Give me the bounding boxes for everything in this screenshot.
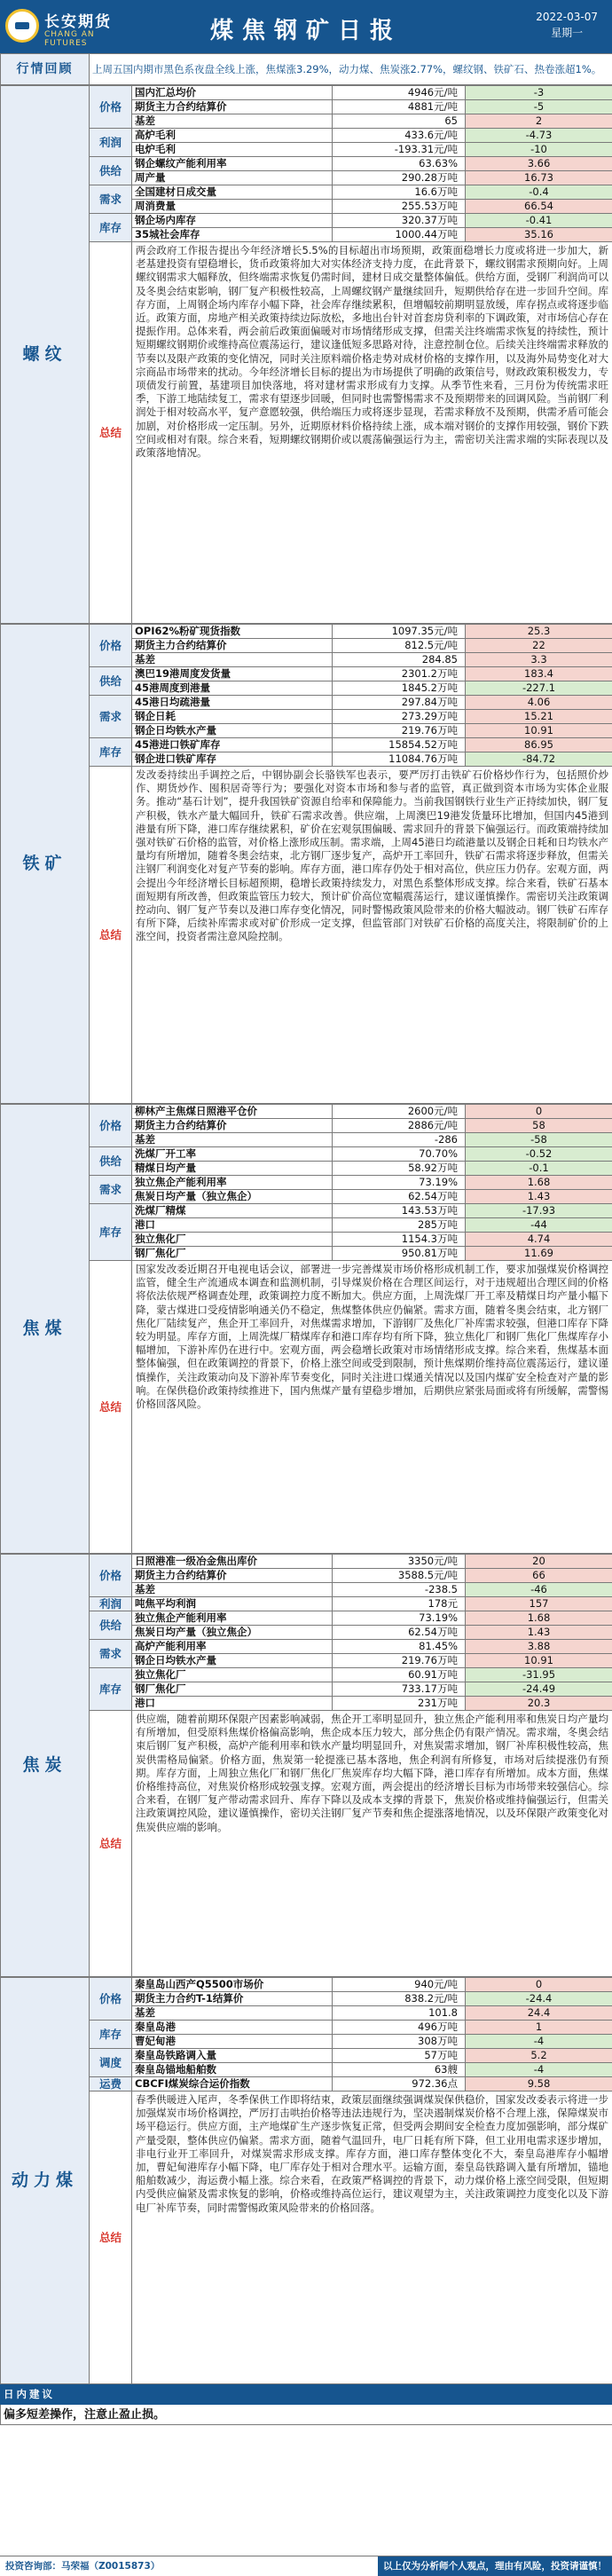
indicator-name: 高炉产能利用率 xyxy=(132,1640,333,1654)
section-label: 动力煤 xyxy=(1,1978,90,2384)
summary-label: 总结 xyxy=(90,1711,132,1977)
group-label: 库存 xyxy=(90,214,132,242)
group-label: 运费 xyxy=(90,2077,132,2092)
indicator-value: 73.19% xyxy=(333,1176,466,1190)
indicator-change: 66.54 xyxy=(466,200,612,214)
group-label: 供给 xyxy=(90,667,132,696)
indicator-name: CBCFI煤炭综合运价指数 xyxy=(132,2077,333,2092)
indicator-change: 1.43 xyxy=(466,1626,612,1640)
indicator-change: 157 xyxy=(466,1597,612,1611)
indicator-value: -193.31元/吨 xyxy=(333,143,466,157)
indicator-change: 3.88 xyxy=(466,1640,612,1654)
group-label: 库存 xyxy=(90,2021,132,2049)
indicator-value: 290.28万吨 xyxy=(333,171,466,185)
indicator-name: 基差 xyxy=(132,2006,333,2021)
data-row xyxy=(1,696,612,710)
indicator-value: 2301.2万吨 xyxy=(333,667,466,681)
indicator-name: 曹妃甸港 xyxy=(132,2035,333,2049)
data-row xyxy=(1,185,612,200)
data-row xyxy=(1,214,612,228)
indicator-name: 钢企场内库存 xyxy=(132,214,333,228)
group-label: 利润 xyxy=(90,129,132,157)
indicator-value: 297.84万吨 xyxy=(333,696,466,710)
report-header xyxy=(0,0,612,53)
indicator-name: 期货主力合约T-1结算价 xyxy=(132,1992,333,2006)
indicator-change: 1.68 xyxy=(466,1176,612,1190)
indicator-name: 基差 xyxy=(132,1133,333,1147)
data-row xyxy=(1,667,612,681)
indicator-name: 秦皇岛山西产Q5500市场价 xyxy=(132,1978,333,1992)
indicator-value: 1097.35元/吨 xyxy=(333,625,466,639)
indicator-name: 期货主力合约结算价 xyxy=(132,639,333,653)
indicator-value: 4881元/吨 xyxy=(333,100,466,114)
data-row xyxy=(1,157,612,171)
indicator-change: 4.74 xyxy=(466,1233,612,1247)
summary-text: 发改委持续出手调控之后，中钢协副会长骆铁军也表示，要严厉打击铁矿石价格炒作行为，包括照价炒作、期货炒作、囤积居奇等行为；要强化对资本市场和参与者的监管，真正做到资本市场为实体企业服务。推动“基石计划”，提升我国铁矿资源自给率和保障能力。当前我国钢铁行业生产正持续加快，钢厂复产积极，铁水产量大幅回升，铁矿石需求改善。供应端，上周澳巴19港发货量环比增加，但国内45港到港量有所下降，港口库存继续累积，矿价在宏观氛围偏暖、需求回升的背景下偏强运行。而政策端持续加强对铁矿石价格的监管，对价格上涨形成压制。需求端，上周45港日均疏港量以及钢企日耗和日均铁水产量均有所增加，随着冬奥会结束，北方钢厂逐步复产，高炉开工率回升，铁矿石需求将逐步释放，但需关注钢厂利润变化对复产节奏的影响。库存方面，港口库存仍处于相对高位，供应压力仍存。宏观方面，两会提出今年经济增长目标超预期，稳增长政策持续发力，对黑色系整体形成支撑。综合来看，铁矿石基本面短期有所改善，但政策监管压力较大，预计矿价高位宽幅震荡运行，建议谨慎操作。需密切关注政策调控动向、钢厂复产节奏以及港口库存变化情况，同时警惕政策风险带来的价格大幅波动。钢厂铁矿石库存有所下降，后续补库需求或对矿价形成一定支撑，但监管部门对铁矿石价格的高度关注，将限制矿价的上涨空间，投资者需注意风险控制。 xyxy=(132,767,612,1104)
group-label: 调度 xyxy=(90,2049,132,2077)
indicator-change: 1.68 xyxy=(466,1611,612,1626)
indicator-change: 10.91 xyxy=(466,724,612,738)
indicator-change: 66 xyxy=(466,1569,612,1583)
summary-text: 供应端，随着前期环保限产因素影响减弱，焦企开工率明显回升，独立焦企产能利用率和焦炭日均产量均有所增加，但受原料焦煤价格偏高影响，焦企成本压力较大，部分焦企仍有限产情况。需求端，冬奥会结束后钢厂复产积极，高炉产能利用率和铁水产量均明显回升，对焦炭需求增加，钢厂补库积极性较高，焦炭供需格局偏紧。价格方面，焦炭第一轮提涨已基本落地，焦企利润有所修复，市场对后续提涨仍有预期。库存方面，上周独立焦化厂和钢厂焦化厂焦炭库存均大幅下降，港口库存有所增加。成本方面，焦煤价格维持高位，对焦炭价格形成较强支撑。宏观方面，两会提出的经济增长目标为市场带来较强信心。综合来看，在钢厂复产带动需求回升、库存下降以及成本支撑的背景下，焦炭价格或维持偏强运行，但需关注政策调控风险，建议谨慎操作，密切关注钢厂复产节奏和焦企提涨落地情况，以及环保限产政策变化对焦炭供应端的影响。 xyxy=(132,1711,612,1977)
indicator-change: 86.95 xyxy=(466,738,612,752)
indicator-name: 独立焦企产能利用率 xyxy=(132,1176,333,1190)
indicator-change: 15.21 xyxy=(466,710,612,724)
indicator-name: 电炉毛利 xyxy=(132,143,333,157)
indicator-value: 60.91万吨 xyxy=(333,1668,466,1682)
summary-label: 总结 xyxy=(90,767,132,1104)
indicator-value: 2886元/吨 xyxy=(333,1119,466,1133)
indicator-change: -44 xyxy=(466,1218,612,1233)
report-weekday: 星期一 xyxy=(551,27,584,39)
indicator-value: 16.6万吨 xyxy=(333,185,466,200)
indicator-name: 洗煤厂开工率 xyxy=(132,1147,333,1162)
indicator-value: 255.53万吨 xyxy=(333,200,466,214)
indicator-name: 焦炭日均产量（独立焦企） xyxy=(132,1190,333,1204)
indicator-value: 178元 xyxy=(333,1597,466,1611)
data-row xyxy=(1,2049,612,2063)
group-label: 库存 xyxy=(90,1204,132,1261)
group-label: 供给 xyxy=(90,1147,132,1176)
indicator-change: 24.4 xyxy=(466,2006,612,2021)
indicator-name: 45港周度到港量 xyxy=(132,681,333,696)
data-row xyxy=(1,2021,612,2035)
indicator-change: 1.43 xyxy=(466,1190,612,1204)
indicator-value: 62.54万吨 xyxy=(333,1626,466,1640)
indicator-change: -58 xyxy=(466,1133,612,1147)
indicator-name: 精煤日均产量 xyxy=(132,1162,333,1176)
indicator-value: 62.54万吨 xyxy=(333,1190,466,1204)
group-label: 价格 xyxy=(90,1555,132,1597)
indicator-name: 秦皇岛锚地船舶数 xyxy=(132,2063,333,2077)
group-label: 需求 xyxy=(90,185,132,214)
indicator-value: 308万吨 xyxy=(333,2035,466,2049)
indicator-change: 25.3 xyxy=(466,625,612,639)
disclaimer: 以上仅为分析师个人观点，理由有风险，投资请谨慎！ xyxy=(378,2556,612,2576)
group-label: 供给 xyxy=(90,1611,132,1640)
data-row xyxy=(1,1611,612,1626)
indicator-name: 基差 xyxy=(132,114,333,129)
indicator-change: 11.69 xyxy=(466,1247,612,1261)
report-title: 煤焦钢矿日报 xyxy=(209,18,402,44)
group-label: 价格 xyxy=(90,1978,132,2021)
indicator-change: -227.1 xyxy=(466,681,612,696)
indicator-change: 9.58 xyxy=(466,2077,612,2092)
indicator-value: 11084.76万吨 xyxy=(333,752,466,767)
indicator-name: 钢企日均铁水产量 xyxy=(132,1654,333,1668)
indicator-change: -84.72 xyxy=(466,752,612,767)
indicator-change: -3 xyxy=(466,86,612,100)
indicator-name: 秦皇岛铁路调入量 xyxy=(132,2049,333,2063)
coking-coal-section xyxy=(0,1104,612,1554)
indicator-name: 洗煤厂精煤 xyxy=(132,1204,333,1218)
indicator-change: -4.73 xyxy=(466,129,612,143)
indicator-change: 10.91 xyxy=(466,1654,612,1668)
company-name-cn: 长安期货 xyxy=(44,13,112,31)
data-row xyxy=(1,86,612,100)
indicator-value: -238.5 xyxy=(333,1583,466,1597)
indicator-value: 1154.3万吨 xyxy=(333,1233,466,1247)
indicator-change: 20.3 xyxy=(466,1697,612,1711)
indicator-change: 0 xyxy=(466,1105,612,1119)
section-label: 铁矿 xyxy=(1,625,90,1104)
data-row xyxy=(1,1105,612,1119)
indicator-name: 期货主力合约结算价 xyxy=(132,100,333,114)
data-row xyxy=(1,1597,612,1611)
indicator-value: 284.85 xyxy=(333,653,466,667)
indicator-value: 101.8 xyxy=(333,2006,466,2021)
indicator-change: -0.41 xyxy=(466,214,612,228)
indicator-value: 65 xyxy=(333,114,466,129)
indicator-name: 国内汇总均价 xyxy=(132,86,333,100)
indicator-name: 35城社会库存 xyxy=(132,228,333,242)
indicator-name: 日照港准一级冶金焦出库价 xyxy=(132,1555,333,1569)
group-label: 需求 xyxy=(90,696,132,738)
indicator-change: -5 xyxy=(466,100,612,114)
indicator-change: 22 xyxy=(466,639,612,653)
summary-label: 总结 xyxy=(90,1261,132,1554)
indicator-name: 独立焦化厂 xyxy=(132,1668,333,1682)
indicator-change: -4 xyxy=(466,2035,612,2049)
indicator-change: 20 xyxy=(466,1555,612,1569)
indicator-value: 231万吨 xyxy=(333,1697,466,1711)
suggestion-text: 偏多短差操作，注意止盈止损。 xyxy=(1,2405,612,2425)
data-row xyxy=(1,1978,612,1992)
indicator-name: 独立焦企产能利用率 xyxy=(132,1611,333,1626)
indicator-name: 高炉毛利 xyxy=(132,129,333,143)
group-label: 库存 xyxy=(90,738,132,767)
group-label: 价格 xyxy=(90,1105,132,1147)
group-label: 需求 xyxy=(90,1640,132,1668)
indicator-value: 4946元/吨 xyxy=(333,86,466,100)
section-label: 焦煤 xyxy=(1,1105,90,1554)
indicator-value: 3350元/吨 xyxy=(333,1555,466,1569)
indicator-name: 45港进口铁矿库存 xyxy=(132,738,333,752)
indicator-change: 5.2 xyxy=(466,2049,612,2063)
indicator-name: 柳林产主焦煤日照港平仓价 xyxy=(132,1105,333,1119)
indicator-change: -24.49 xyxy=(466,1682,612,1697)
indicator-name: 独立焦化厂 xyxy=(132,1233,333,1247)
indicator-change: 0 xyxy=(466,1978,612,1992)
indicator-value: 15854.52万吨 xyxy=(333,738,466,752)
indicator-name: 港口 xyxy=(132,1218,333,1233)
indicator-change: 2 xyxy=(466,114,612,129)
indicator-value: 219.76万吨 xyxy=(333,724,466,738)
report-footer xyxy=(0,2556,612,2576)
indicator-value: 81.45% xyxy=(333,1640,466,1654)
indicator-value: 63.63% xyxy=(333,157,466,171)
indicator-value: 57万吨 xyxy=(333,2049,466,2063)
indicator-name: 吨焦平均利润 xyxy=(132,1597,333,1611)
indicator-value: 320.37万吨 xyxy=(333,214,466,228)
indicator-change: 4.06 xyxy=(466,696,612,710)
indicator-value: 950.81万吨 xyxy=(333,1247,466,1261)
commodity-sections xyxy=(0,85,612,2384)
indicator-change: 58 xyxy=(466,1119,612,1133)
suggestion-header: 日内建议 xyxy=(1,2385,612,2405)
indicator-change: -31.95 xyxy=(466,1668,612,1682)
data-row xyxy=(1,625,612,639)
indicator-value: 838.2元/吨 xyxy=(333,1992,466,2006)
data-row xyxy=(1,1668,612,1682)
rebar-section xyxy=(0,85,612,624)
indicator-change: -10 xyxy=(466,143,612,157)
data-row xyxy=(1,1555,612,1569)
summary-text: 国家发改委近期召开电视电话会议，部署进一步完善煤炭市场价格形成机制工作，要求加强煤炭价格调控监管，健全生产流通成本调查和监测机制，引导煤炭价格在合理区间运行，对于违规超出合理区间的价格将依法依规严格调查处理，政策调控力度不断加大。供应方面，上周洗煤厂开工率及精煤日均产量小幅下降，蒙古煤进口受疫情影响通关仍不稳定，焦煤整体供应仍偏紧。需求方面，随着冬奥会结束，北方钢厂焦化厂陆续复产，焦企开工率回升，对焦煤需求增加，下游钢厂及焦化厂补库需求较强，但港口库存下降较为明显。库存方面，上周洗煤厂精煤库存和港口库存均有所下降，独立焦化厂和钢厂焦化厂焦煤库存小幅增加，下游补库仍在进行中。宏观方面，两会稳增长政策对市场情绪形成支撑。综合来看，焦煤基本面整体偏强，但在政策调控的背景下，价格上涨空间或受到限制，预计焦煤期价维持高位震荡运行，建议谨慎操作，关注政策动向及下游补库节奏变化，同时关注进口煤通关情况以及国内煤矿安全检查对产量的影响。在保供稳价政策持续推进下，国内焦煤产量有望稳步增加，后期供应紧张局面或将有所缓解，需警惕价格回落风险。 xyxy=(132,1261,612,1554)
indicator-value: 1845.2万吨 xyxy=(333,681,466,696)
indicator-value: -286 xyxy=(333,1133,466,1147)
indicator-name: 期货主力合约结算价 xyxy=(132,1569,333,1583)
report-date: 2022-03-07 xyxy=(536,11,598,23)
indicator-name: 期货主力合约结算价 xyxy=(132,1119,333,1133)
indicator-value: 812.5元/吨 xyxy=(333,639,466,653)
section-label: 焦炭 xyxy=(1,1555,90,1977)
overview-text: 上周五国内期市黑色系夜盘全线上涨，焦煤涨3.29%，动力煤、焦炭涨2.77%，螺纹钢、铁矿石、热卷涨超1%。 xyxy=(90,54,612,85)
indicator-name: 秦皇岛港 xyxy=(132,2021,333,2035)
indicator-name: 澳巴19港周度发货量 xyxy=(132,667,333,681)
group-label: 库存 xyxy=(90,1668,132,1711)
indicator-change: 3.3 xyxy=(466,653,612,667)
researcher-info: 投资咨询部：马荣福（Z0015873） xyxy=(5,2561,161,2572)
data-row xyxy=(1,2077,612,2092)
summary-text: 两会政府工作报告提出今年经济增长5.5%的目标超出市场预期，政策面稳增长力度或将进一步加大，新老基建投资有望稳增长，货币政策将加大对实体经济支持力度，在此背景下，螺纹钢需求预期向好。上周螺纹钢需求大幅释放，但终端需求恢复仍需时间，建材日成交量整体偏低。供给方面，受钢厂利润尚可以及冬奥会结束影响，钢厂复产积极性较高，上周螺纹钢产量继续回升，短期供给存在进一步回升空间。库存方面，上周钢企场内库存小幅下降，社会库存继续累积，但增幅较前期明显放缓，库存拐点或将逐步临近。政策方面，房地产相关政策持续边际放松，多地出台针对首套房贷利率的下调政策，对市场信心存在提振作用。总体来看，两会前后政策面偏暖对市场情绪形成支撑，但需关注终端需求恢复的持续性，预计短期螺纹钢期价或维持高位震荡运行，建议逢低短多思路对待，注意控制仓位。后续关注终端需求释放的节奏以及限产政策的变化情况，同时关注原料端价格走势对成材价格的支撑作用，以及海外局势变化对大宗商品市场带来的扰动。今年经济增长目标的提出为市场提供了明确的政策信号，财政政策积极发力，专项债发行前置，基建项目加快落地，将对建材需求形成有力支撑。从季节性来看，三月份为传统需求旺季，下游工地陆续复工，需求有望逐步回暖，但同时也需警惕需求不及预期带来的回调风险。当前钢厂利润处于相对较高水平，复产意愿较强，供给端压力或将逐步显现，若需求释放不及预期，供需矛盾可能会加剧，对价格形成一定压制。另外，近期原材料价格持续上涨，成本端对钢价的支撑作用较强，钢价下跌空间或相对有限。综合来看，短期螺纹钢期价或以震荡偏强运行为主，需密切关注需求端的实际表现以及政策落地情况。 xyxy=(132,242,612,624)
indicator-value: 940元/吨 xyxy=(333,1978,466,1992)
indicator-change: -0.1 xyxy=(466,1162,612,1176)
summary-text: 春季供暖进入尾声，冬季保供工作即将结束，政策层面继续强调煤炭保供稳价，国家发改委表示将进一步加强煤炭市场价格调控，严厉打击哄抬价格等违法违规行为，坚决遏制煤炭价格不合理上涨，保障煤炭市场平稳运行。供应方面，主产地煤矿生产逐步恢复正常，但受两会期间安全检查力度加强影响，部分煤矿产量受限，整体供应仍偏紧。需求方面，随着气温回升，电厂日耗有所下降，但工业用电需求逐步增加，非电行业开工率回升，对煤炭需求形成支撑。库存方面，港口库存整体变化不大，秦皇岛港库存小幅增加，曹妃甸港库存小幅下降，电厂库存处于相对合理水平。运输方面，秦皇岛铁路调入量有所增加，锚地船舶数减少，海运费小幅上涨。综合来看，在政策严格调控的背景下，动力煤价格上涨空间受限，但短期内受供应偏紧及需求恢复的影响，价格或维持高位运行，建议观望为主，关注政策调控力度变化以及下游电厂补库节奏，同时需警惕政策风险带来的价格回落。 xyxy=(132,2092,612,2384)
indicator-change: -4 xyxy=(466,2063,612,2077)
indicator-name: 钢企进口铁矿库存 xyxy=(132,752,333,767)
indicator-change: -0.4 xyxy=(466,185,612,200)
indicator-name: 钢企螺纹产能利用率 xyxy=(132,157,333,171)
indicator-change: 16.73 xyxy=(466,171,612,185)
data-row xyxy=(1,129,612,143)
indicator-name: 钢厂焦化厂 xyxy=(132,1247,333,1261)
indicator-change: 35.16 xyxy=(466,228,612,242)
data-row xyxy=(1,1204,612,1218)
report-date-box xyxy=(536,9,598,41)
indicator-change: -24.4 xyxy=(466,1992,612,2006)
indicator-change: 183.4 xyxy=(466,667,612,681)
group-label: 需求 xyxy=(90,1176,132,1204)
indicator-value: 733.17万吨 xyxy=(333,1682,466,1697)
indicator-value: 972.36点 xyxy=(333,2077,466,2092)
overview-table xyxy=(0,53,612,85)
indicator-change: -17.93 xyxy=(466,1204,612,1218)
data-row xyxy=(1,738,612,752)
indicator-value: 273.29万吨 xyxy=(333,710,466,724)
ore-section xyxy=(0,624,612,1104)
data-row xyxy=(1,1640,612,1654)
indicator-change: 1 xyxy=(466,2021,612,2035)
indicator-value: 73.19% xyxy=(333,1611,466,1626)
indicator-value: 219.76万吨 xyxy=(333,1654,466,1668)
indicator-change: 3.66 xyxy=(466,157,612,171)
group-label: 供给 xyxy=(90,157,132,185)
indicator-value: 1000.44万吨 xyxy=(333,228,466,242)
section-label: 螺纹 xyxy=(1,86,90,624)
indicator-value: 285万吨 xyxy=(333,1218,466,1233)
data-row xyxy=(1,1147,612,1162)
indicator-name: OPI62%粉矿现货指数 xyxy=(132,625,333,639)
indicator-name: 周消费量 xyxy=(132,200,333,214)
indicator-value: 70.70% xyxy=(333,1147,466,1162)
indicator-value: 433.6元/吨 xyxy=(333,129,466,143)
coke-section xyxy=(0,1554,612,1977)
indicator-name: 焦炭日均产量（独立焦企） xyxy=(132,1626,333,1640)
summary-label: 总结 xyxy=(90,242,132,624)
indicator-name: 钢企日耗 xyxy=(132,710,333,724)
indicator-name: 基差 xyxy=(132,653,333,667)
indicator-name: 周产量 xyxy=(132,171,333,185)
group-label: 价格 xyxy=(90,625,132,667)
indicator-value: 63艘 xyxy=(333,2063,466,2077)
indicator-name: 45港日均疏港量 xyxy=(132,696,333,710)
indicator-name: 港口 xyxy=(132,1697,333,1711)
indicator-value: 58.92万吨 xyxy=(333,1162,466,1176)
indicator-value: 143.53万吨 xyxy=(333,1204,466,1218)
group-label: 价格 xyxy=(90,86,132,129)
overview-label: 行情回顾 xyxy=(1,54,90,85)
indicator-change: -0.52 xyxy=(466,1147,612,1162)
indicator-name: 钢企日均铁水产量 xyxy=(132,724,333,738)
thermal-coal-section xyxy=(0,1977,612,2384)
group-label: 利润 xyxy=(90,1597,132,1611)
indicator-name: 基差 xyxy=(132,1583,333,1597)
indicator-name: 全国建材日成交量 xyxy=(132,185,333,200)
indicator-change: -46 xyxy=(466,1583,612,1597)
indicator-value: 496万吨 xyxy=(333,2021,466,2035)
company-name-en: CHANG AN FUTURES xyxy=(44,30,95,48)
data-row xyxy=(1,1176,612,1190)
indicator-value: 2600元/吨 xyxy=(333,1105,466,1119)
indicator-name: 钢厂焦化厂 xyxy=(132,1682,333,1697)
summary-label: 总结 xyxy=(90,2092,132,2384)
suggestion-table xyxy=(0,2384,612,2425)
indicator-value: 3588.5元/吨 xyxy=(333,1569,466,1583)
